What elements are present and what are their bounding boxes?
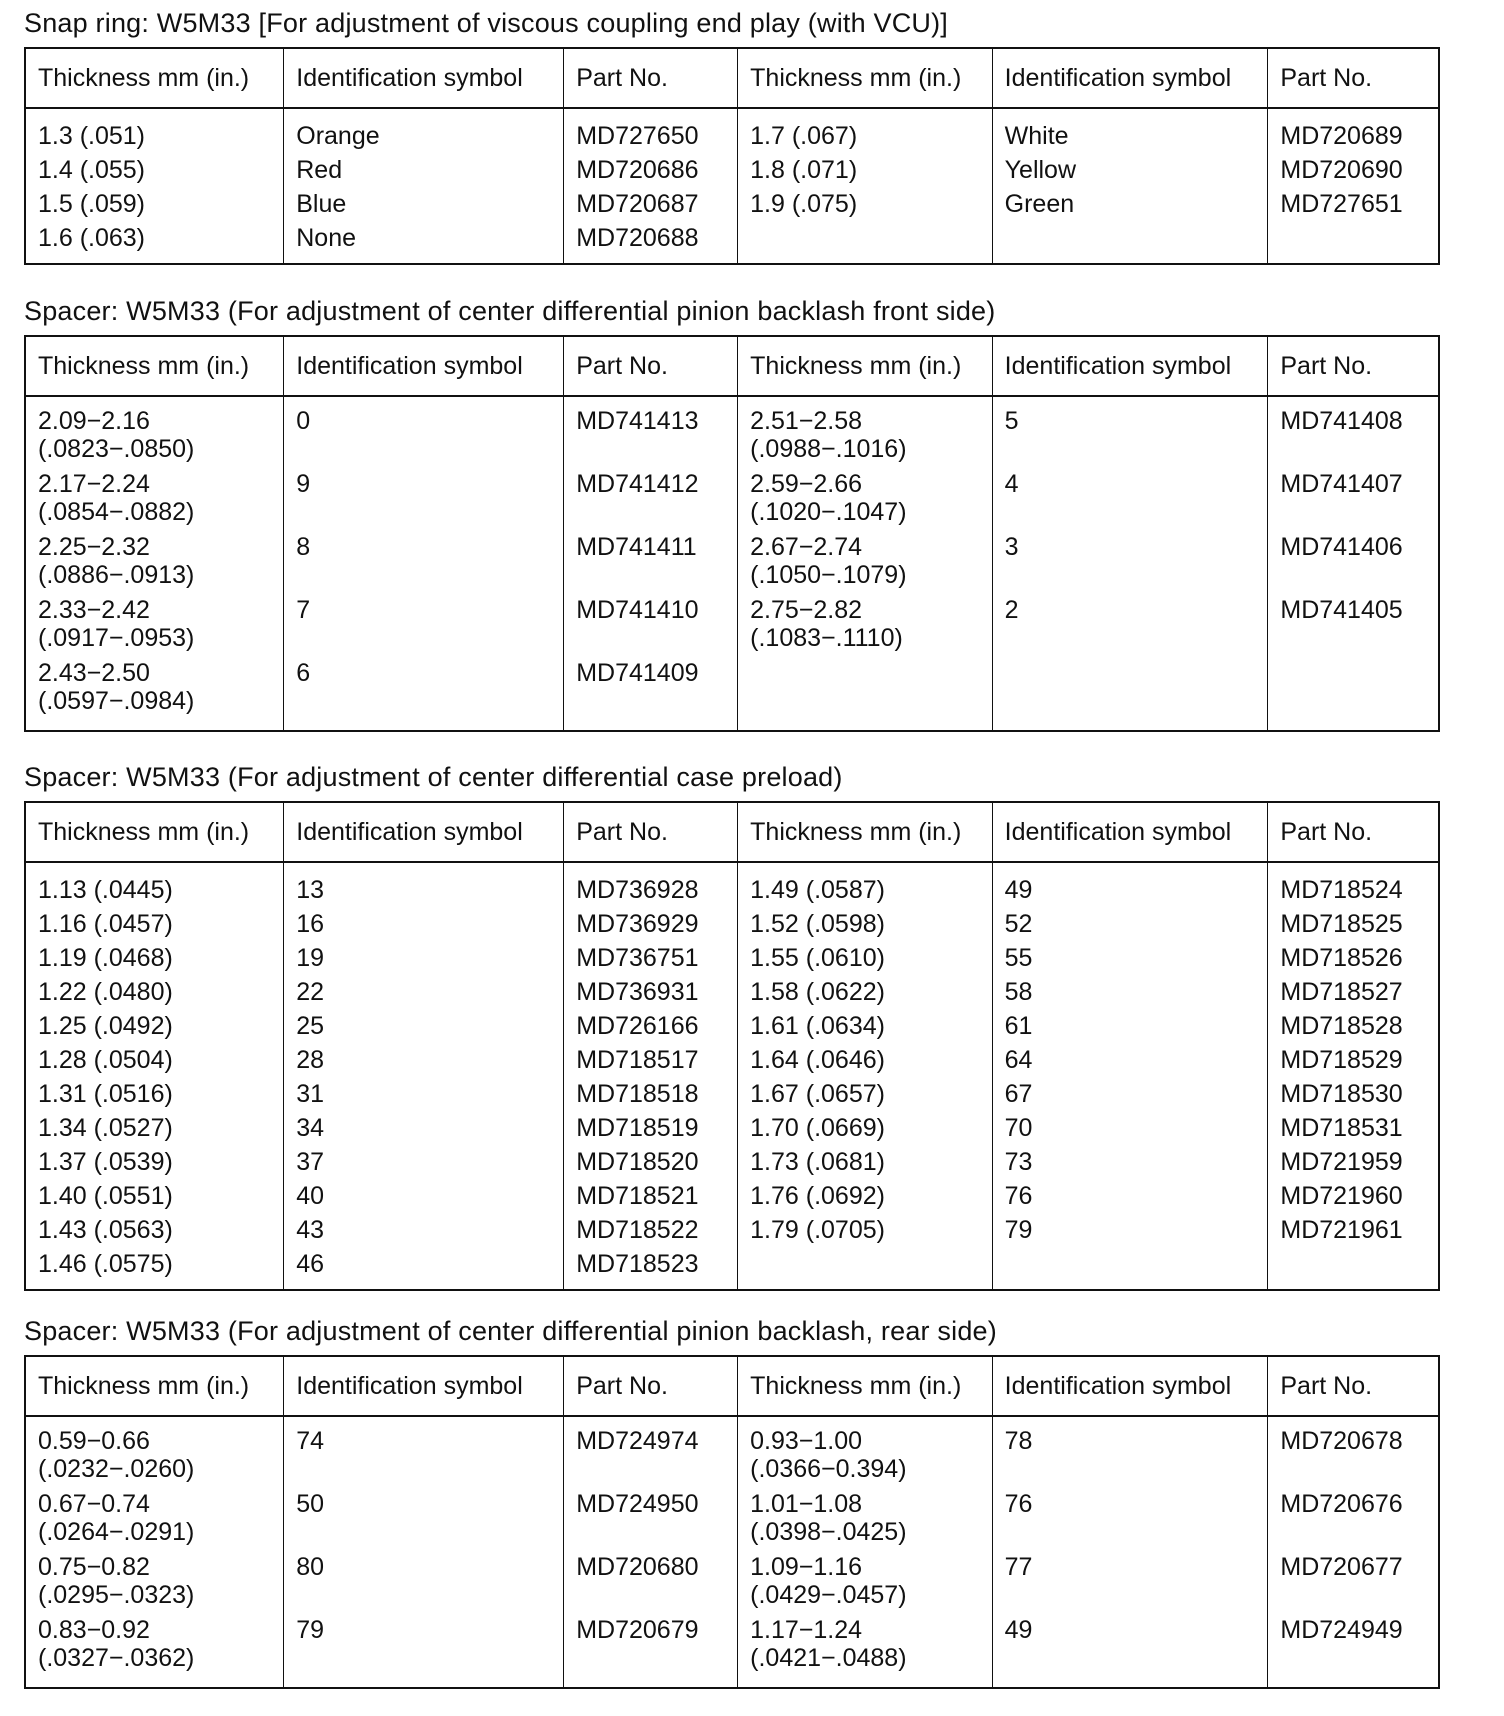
thickness-value: 1.34 (.0527) xyxy=(38,1114,173,1142)
column-cell xyxy=(738,1416,993,1688)
column-cell xyxy=(992,1416,1268,1688)
parts-table-section xyxy=(24,1316,1440,1689)
header-row xyxy=(25,1356,1439,1416)
part-number: MD741413 xyxy=(576,407,699,435)
thickness-value: 1.09−1.16 (.0429−.0457) xyxy=(750,1553,907,1609)
column-cell xyxy=(738,862,993,1290)
column-header: Thickness mm (in.) xyxy=(738,1356,993,1416)
thickness-value: 1.79 (.0705) xyxy=(750,1216,885,1244)
column-cell xyxy=(992,396,1268,731)
column-cell xyxy=(25,1416,284,1688)
column-cell xyxy=(284,862,564,1290)
identification-symbol: 40 xyxy=(296,1182,325,1210)
column-header: Thickness mm (in.) xyxy=(738,802,993,862)
column-header: Identification symbol xyxy=(284,48,564,108)
header-row xyxy=(25,802,1439,862)
thickness-value: 1.49 (.0587) xyxy=(750,876,885,904)
identification-symbol: Green xyxy=(1004,190,1075,218)
identification-symbol: 6 xyxy=(296,659,311,687)
identification-symbol: 28 xyxy=(296,1046,325,1074)
thickness-value: 1.6 (.063) xyxy=(38,224,146,252)
part-number: MD720686 xyxy=(576,156,699,184)
part-number: MD718531 xyxy=(1280,1114,1403,1142)
identification-symbol: 50 xyxy=(296,1490,325,1518)
thickness-value: 1.16 (.0457) xyxy=(38,910,173,938)
thickness-value: 1.37 (.0539) xyxy=(38,1148,173,1176)
identification-symbol: 4 xyxy=(1004,470,1019,498)
identification-symbol: 8 xyxy=(296,533,311,561)
thickness-value: 1.7 (.067) xyxy=(750,122,858,150)
column-cell xyxy=(284,1416,564,1688)
identification-symbol: 37 xyxy=(296,1148,325,1176)
column-header: Thickness mm (in.) xyxy=(738,48,993,108)
identification-symbol: Yellow xyxy=(1004,156,1077,184)
part-number: MD727650 xyxy=(576,122,699,150)
thickness-value: 1.52 (.0598) xyxy=(750,910,885,938)
identification-symbol: 31 xyxy=(296,1080,325,1108)
identification-symbol: None xyxy=(296,224,357,252)
parts-table xyxy=(24,1355,1440,1689)
part-number: MD720676 xyxy=(1280,1490,1403,1518)
part-number: MD720688 xyxy=(576,224,699,252)
thickness-value: 2.33−2.42 (.0917−.0953) xyxy=(38,596,195,652)
column-cell xyxy=(1268,108,1439,264)
identification-symbol: 13 xyxy=(296,876,325,904)
identification-symbol: 74 xyxy=(296,1427,325,1455)
part-number: MD718529 xyxy=(1280,1046,1403,1074)
part-number: MD718519 xyxy=(576,1114,699,1142)
identification-symbol: 79 xyxy=(296,1616,325,1644)
thickness-value: 1.46 (.0575) xyxy=(38,1250,173,1278)
part-number: MD736751 xyxy=(576,944,699,972)
part-number: MD720687 xyxy=(576,190,699,218)
thickness-value: 0.75−0.82 (.0295−.0323) xyxy=(38,1553,195,1609)
thickness-value: 1.22 (.0480) xyxy=(38,978,173,1006)
column-header: Part No. xyxy=(564,1356,738,1416)
part-number: MD741410 xyxy=(576,596,699,624)
identification-symbol: 3 xyxy=(1004,533,1019,561)
column-header: Thickness mm (in.) xyxy=(25,1356,284,1416)
thickness-value: 1.13 (.0445) xyxy=(38,876,173,904)
identification-symbol: 25 xyxy=(296,1012,325,1040)
column-header: Identification symbol xyxy=(992,48,1268,108)
thickness-value: 2.43−2.50 (.0597−.0984) xyxy=(38,659,195,715)
identification-symbol: 70 xyxy=(1004,1114,1033,1142)
identification-symbol: 58 xyxy=(1004,978,1033,1006)
thickness-value: 1.25 (.0492) xyxy=(38,1012,173,1040)
thickness-value: 1.28 (.0504) xyxy=(38,1046,173,1074)
part-number: MD718522 xyxy=(576,1216,699,1244)
header-row xyxy=(25,48,1439,108)
column-cell xyxy=(1268,1416,1439,1688)
thickness-value: 1.64 (.0646) xyxy=(750,1046,885,1074)
table-title: Spacer: W5M33 (For adjustment of center differential pinion backlash, rear side) xyxy=(24,1316,997,1346)
thickness-value: 1.01−1.08 (.0398−.0425) xyxy=(750,1490,907,1546)
column-cell xyxy=(992,862,1268,1290)
part-number: MD718521 xyxy=(576,1182,699,1210)
thickness-value: 0.93−1.00 (.0366−0.394) xyxy=(750,1427,907,1483)
part-number: MD741406 xyxy=(1280,533,1403,561)
column-header: Thickness mm (in.) xyxy=(25,48,284,108)
table-body-row xyxy=(25,1416,1439,1688)
column-cell xyxy=(25,396,284,731)
part-number: MD736929 xyxy=(576,910,699,938)
thickness-value: 1.5 (.059) xyxy=(38,190,146,218)
identification-symbol: 78 xyxy=(1004,1427,1033,1455)
identification-symbol: White xyxy=(1004,122,1069,150)
column-header: Part No. xyxy=(1268,48,1439,108)
identification-symbol: 46 xyxy=(296,1250,325,1278)
column-header: Part No. xyxy=(1268,1356,1439,1416)
table-title: Spacer: W5M33 (For adjustment of center differential pinion backlash front side) xyxy=(24,296,996,326)
part-number: MD724949 xyxy=(1280,1616,1403,1644)
column-cell xyxy=(284,396,564,731)
part-number: MD741411 xyxy=(576,533,697,561)
part-number: MD718523 xyxy=(576,1250,699,1278)
thickness-value: 2.67−2.74 (.1050−.1079) xyxy=(750,533,907,589)
part-number: MD741408 xyxy=(1280,407,1403,435)
thickness-value: 0.59−0.66 (.0232−.0260) xyxy=(38,1427,195,1483)
identification-symbol: 77 xyxy=(1004,1553,1033,1581)
part-number: MD741407 xyxy=(1280,470,1403,498)
identification-symbol: 0 xyxy=(296,407,311,435)
column-header: Part No. xyxy=(1268,336,1439,396)
part-number: MD720690 xyxy=(1280,156,1403,184)
identification-symbol: 9 xyxy=(296,470,311,498)
parts-table-section xyxy=(24,296,1440,732)
identification-symbol: 55 xyxy=(1004,944,1033,972)
identification-symbol: 49 xyxy=(1004,876,1033,904)
part-number: MD720680 xyxy=(576,1553,699,1581)
thickness-value: 1.70 (.0669) xyxy=(750,1114,885,1142)
identification-symbol: 76 xyxy=(1004,1182,1033,1210)
identification-symbol: 43 xyxy=(296,1216,325,1244)
part-number: MD720677 xyxy=(1280,1553,1403,1581)
identification-symbol: 67 xyxy=(1004,1080,1033,1108)
thickness-value: 1.3 (.051) xyxy=(38,122,146,150)
thickness-value: 2.25−2.32 (.0886−.0913) xyxy=(38,533,195,589)
thickness-value: 1.61 (.0634) xyxy=(750,1012,885,1040)
part-number: MD718517 xyxy=(576,1046,699,1074)
parts-table-section xyxy=(24,8,1440,265)
thickness-value: 1.4 (.055) xyxy=(38,156,146,184)
identification-symbol: 73 xyxy=(1004,1148,1033,1176)
identification-symbol: 22 xyxy=(296,978,325,1006)
part-number: MD718525 xyxy=(1280,910,1403,938)
part-number: MD724974 xyxy=(576,1427,699,1455)
thickness-value: 1.9 (.075) xyxy=(750,190,858,218)
part-number: MD720678 xyxy=(1280,1427,1403,1455)
identification-symbol: Orange xyxy=(296,122,380,150)
identification-symbol: 52 xyxy=(1004,910,1033,938)
identification-symbol: 16 xyxy=(296,910,325,938)
column-header: Part No. xyxy=(564,336,738,396)
part-number: MD721959 xyxy=(1280,1148,1403,1176)
column-cell xyxy=(25,108,284,264)
parts-table xyxy=(24,335,1440,732)
column-header: Identification symbol xyxy=(992,802,1268,862)
part-number: MD741409 xyxy=(576,659,699,687)
identification-symbol: 76 xyxy=(1004,1490,1033,1518)
thickness-value: 1.43 (.0563) xyxy=(38,1216,173,1244)
column-cell xyxy=(284,108,564,264)
identification-symbol: 19 xyxy=(296,944,325,972)
part-number: MD726166 xyxy=(576,1012,699,1040)
column-header: Part No. xyxy=(564,48,738,108)
column-header: Identification symbol xyxy=(284,1356,564,1416)
column-cell xyxy=(25,862,284,1290)
column-header: Thickness mm (in.) xyxy=(738,336,993,396)
column-header: Thickness mm (in.) xyxy=(25,802,284,862)
thickness-value: 1.73 (.0681) xyxy=(750,1148,885,1176)
part-number: MD720679 xyxy=(576,1616,699,1644)
identification-symbol: 2 xyxy=(1004,596,1019,624)
part-number: MD718524 xyxy=(1280,876,1403,904)
column-cell xyxy=(564,1416,738,1688)
column-header: Part No. xyxy=(564,802,738,862)
part-number: MD718528 xyxy=(1280,1012,1403,1040)
thickness-value: 1.31 (.0516) xyxy=(38,1080,173,1108)
thickness-value: 1.17−1.24 (.0421−.0488) xyxy=(750,1616,907,1672)
part-number: MD718527 xyxy=(1280,978,1403,1006)
parts-table xyxy=(24,801,1440,1291)
column-header: Identification symbol xyxy=(284,336,564,396)
thickness-value: 2.51−2.58 (.0988−.1016) xyxy=(750,407,907,463)
part-number: MD741412 xyxy=(576,470,699,498)
part-number: MD727651 xyxy=(1280,190,1403,218)
thickness-value: 1.40 (.0551) xyxy=(38,1182,173,1210)
part-number: MD721961 xyxy=(1280,1216,1403,1244)
parts-table xyxy=(24,47,1440,265)
thickness-value: 2.09−2.16 (.0823−.0850) xyxy=(38,407,195,463)
part-number: MD736931 xyxy=(576,978,699,1006)
table-title: Spacer: W5M33 (For adjustment of center differential case preload) xyxy=(24,762,843,792)
part-number: MD736928 xyxy=(576,876,699,904)
part-number: MD741405 xyxy=(1280,596,1403,624)
thickness-value: 2.75−2.82 (.1083−.1110) xyxy=(750,596,903,652)
parts-table-section xyxy=(24,762,1440,1291)
thickness-value: 1.67 (.0657) xyxy=(750,1080,885,1108)
column-cell xyxy=(738,108,993,264)
identification-symbol: Red xyxy=(296,156,343,184)
column-cell xyxy=(564,862,738,1290)
thickness-value: 2.59−2.66 (.1020−.1047) xyxy=(750,470,907,526)
part-number: MD721960 xyxy=(1280,1182,1403,1210)
identification-symbol: 64 xyxy=(1004,1046,1033,1074)
column-header: Part No. xyxy=(1268,802,1439,862)
identification-symbol: 5 xyxy=(1004,407,1019,435)
identification-symbol: 79 xyxy=(1004,1216,1033,1244)
table-body-row xyxy=(25,396,1439,731)
part-number: MD718520 xyxy=(576,1148,699,1176)
thickness-value: 1.55 (.0610) xyxy=(750,944,885,972)
column-cell xyxy=(564,396,738,731)
table-body-row xyxy=(25,862,1439,1290)
identification-symbol: 80 xyxy=(296,1553,325,1581)
part-number: MD718526 xyxy=(1280,944,1403,972)
identification-symbol: Blue xyxy=(296,190,347,218)
identification-symbol: 34 xyxy=(296,1114,325,1142)
thickness-value: 0.83−0.92 (.0327−.0362) xyxy=(38,1616,195,1672)
column-cell xyxy=(1268,396,1439,731)
column-header: Thickness mm (in.) xyxy=(25,336,284,396)
column-cell xyxy=(1268,862,1439,1290)
column-cell xyxy=(564,108,738,264)
thickness-value: 1.58 (.0622) xyxy=(750,978,885,1006)
part-number: MD724950 xyxy=(576,1490,699,1518)
column-header: Identification symbol xyxy=(992,1356,1268,1416)
column-cell xyxy=(992,108,1268,264)
thickness-value: 1.76 (.0692) xyxy=(750,1182,885,1210)
header-row xyxy=(25,336,1439,396)
thickness-value: 0.67−0.74 (.0264−.0291) xyxy=(38,1490,195,1546)
thickness-value: 2.17−2.24 (.0854−.0882) xyxy=(38,470,195,526)
part-number: MD720689 xyxy=(1280,122,1403,150)
identification-symbol: 49 xyxy=(1004,1616,1033,1644)
thickness-value: 1.19 (.0468) xyxy=(38,944,173,972)
part-number: MD718518 xyxy=(576,1080,699,1108)
part-number: MD718530 xyxy=(1280,1080,1403,1108)
column-cell xyxy=(738,396,993,731)
identification-symbol: 61 xyxy=(1004,1012,1033,1040)
thickness-value: 1.8 (.071) xyxy=(750,156,858,184)
table-body-row xyxy=(25,108,1439,264)
identification-symbol: 7 xyxy=(296,596,311,624)
column-header: Identification symbol xyxy=(992,336,1268,396)
column-header: Identification symbol xyxy=(284,802,564,862)
table-title: Snap ring: W5M33 [For adjustment of viscous coupling end play (with VCU)] xyxy=(24,8,949,38)
